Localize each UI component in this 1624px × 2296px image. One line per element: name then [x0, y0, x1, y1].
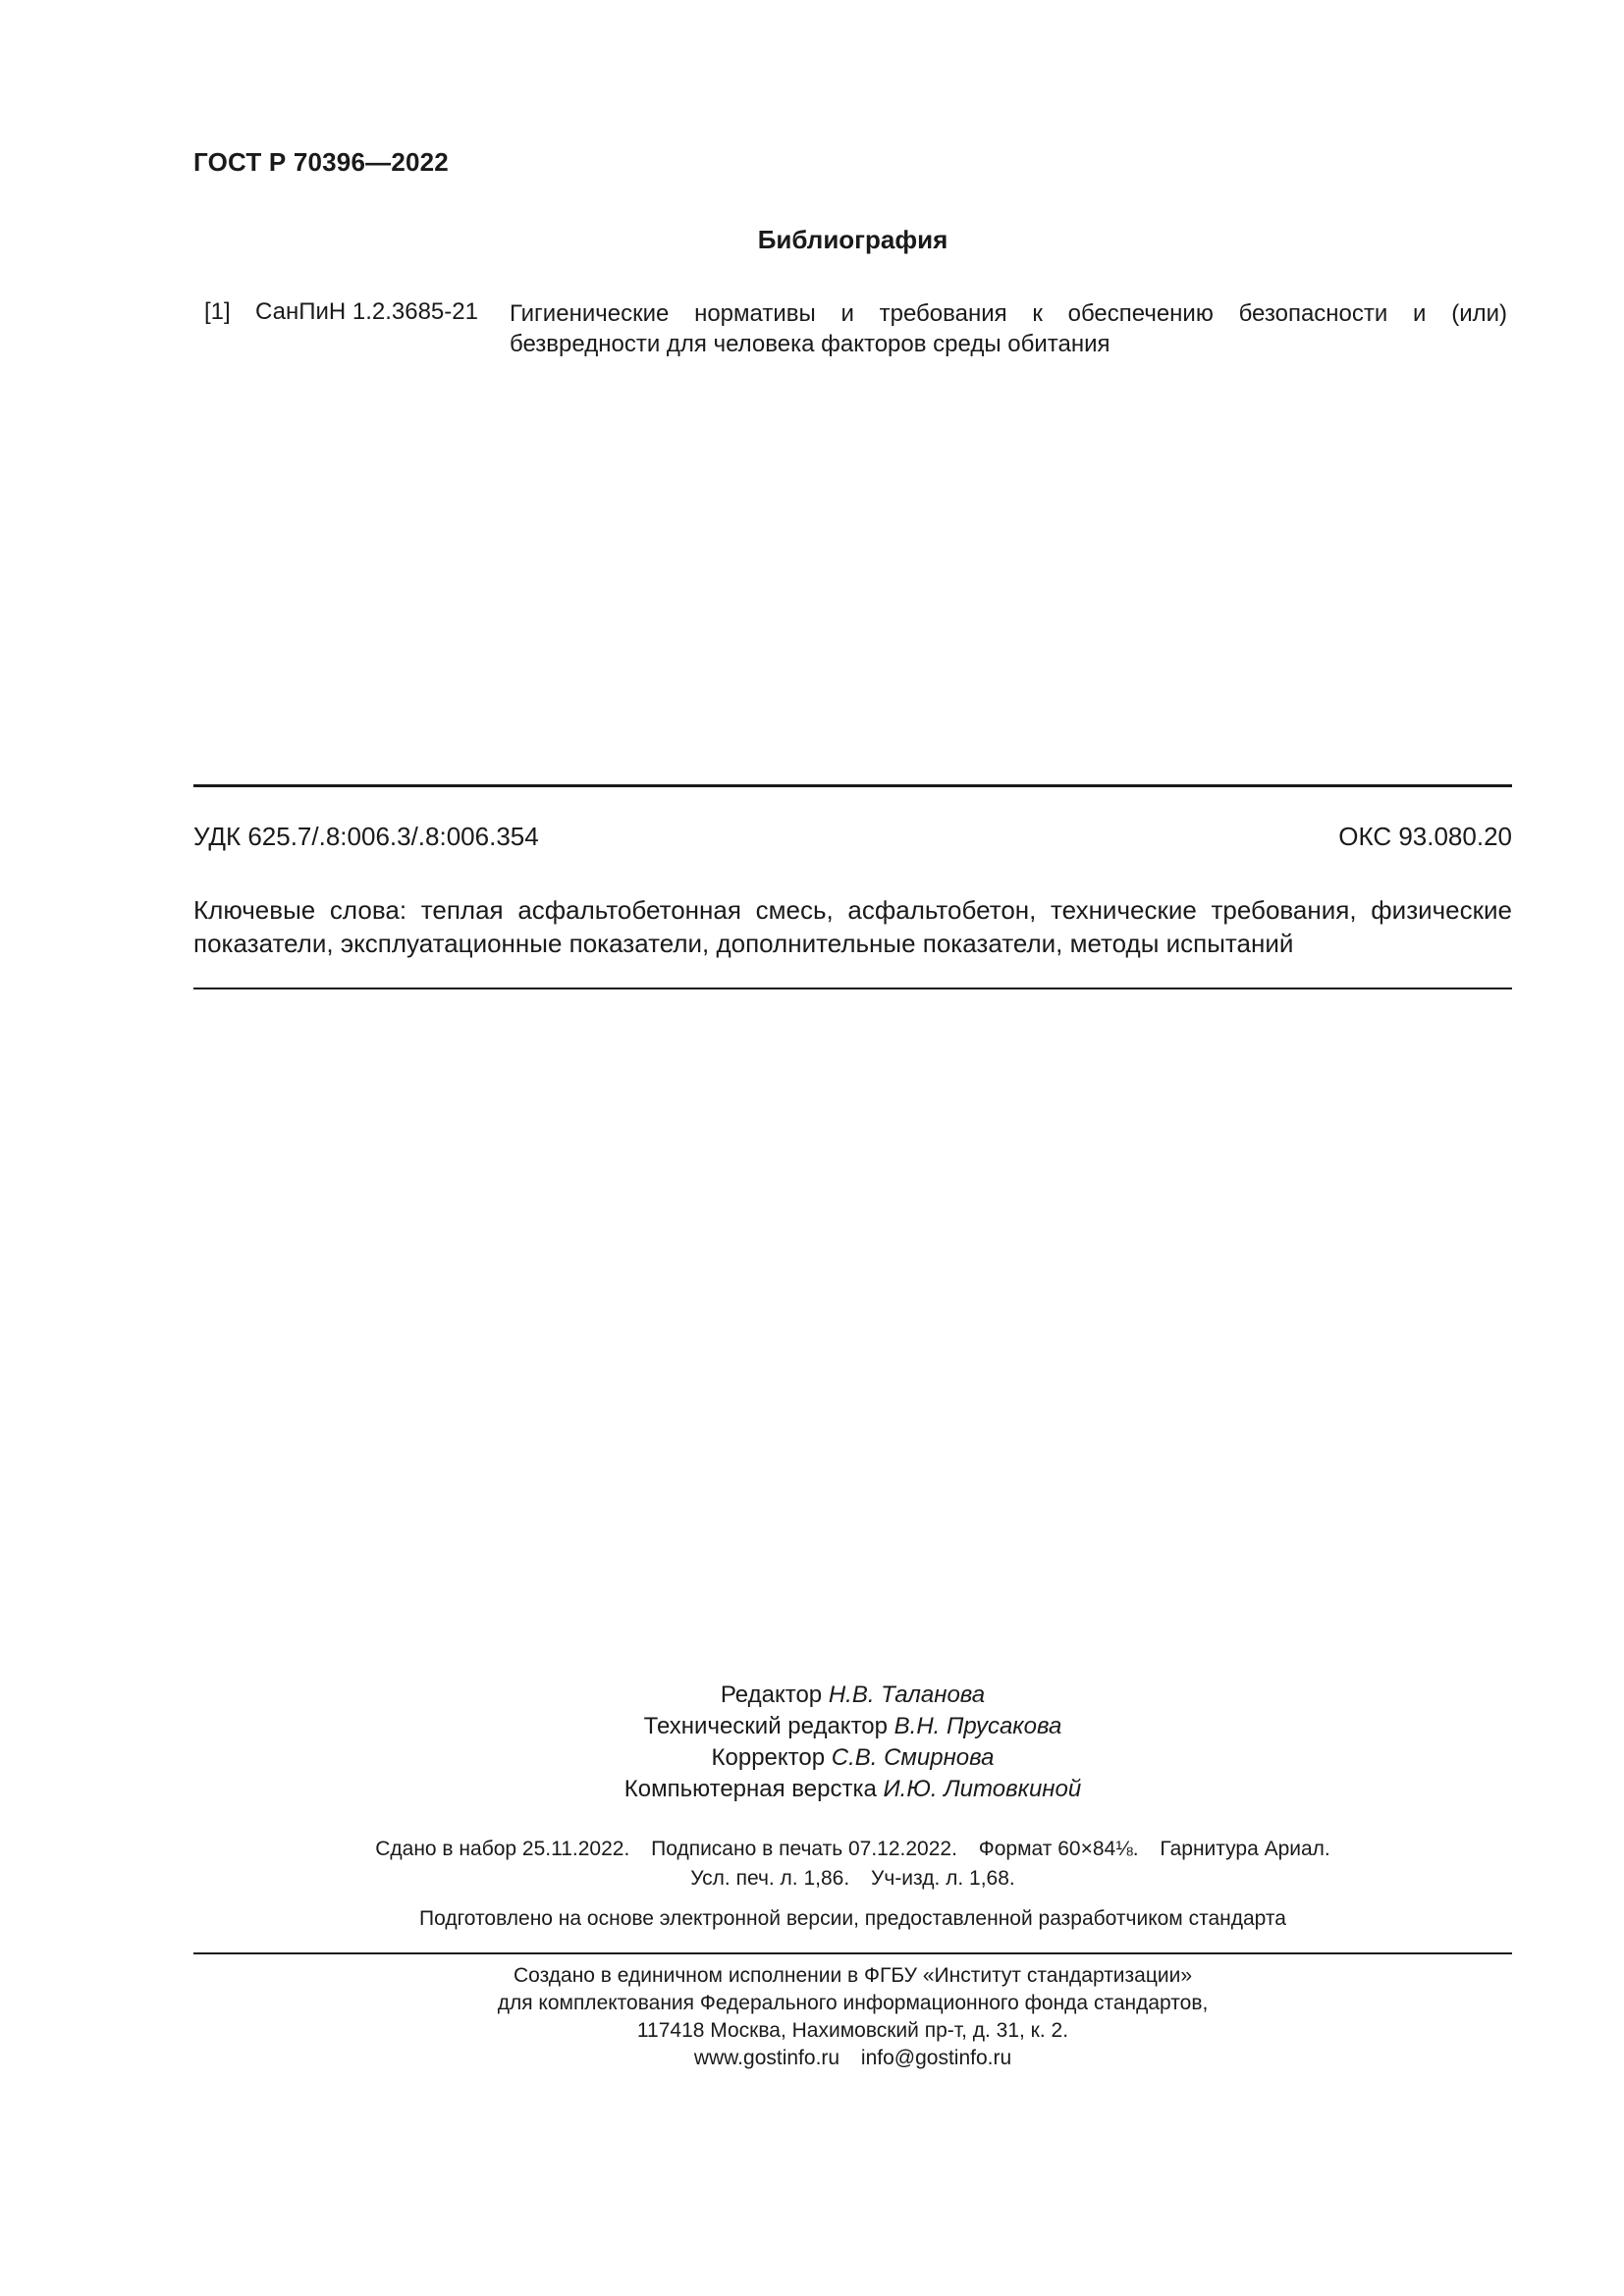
imprint-format: Формат 60×84⅛.: [978, 1838, 1139, 1860]
publisher-block: [193, 1962, 1512, 2072]
credits-block: [193, 1680, 1512, 1805]
credit-line: [193, 1680, 1512, 1711]
imprint-line-1: [193, 1835, 1512, 1864]
credit-name: Н.В. Таланова: [828, 1682, 986, 1708]
reference-text: Гигиенические нормативы и требования к обеспечению безопасности и (или) безвредности для человека факторов среды обитания: [510, 300, 1507, 357]
publisher-line-1: Создано в единичном исполнении в ФГБУ «Институт стандартизации»: [513, 1964, 1193, 1987]
keywords: Ключевые слова: теплая асфальтобетонная смесь, асфальтобетон, технические требования, физические показатели, эксплуатационные показатели, дополнительные показатели, методы испытаний: [193, 895, 1512, 958]
publisher-line-3: 117418 Москва, Нахимовский пр-т, д. 31, к. 2.: [636, 2019, 1069, 2042]
imprint-line-2: [193, 1864, 1512, 1894]
credit-line: [193, 1742, 1512, 1774]
credit-role: Технический редактор: [643, 1713, 888, 1739]
publisher-website-link[interactable]: www.gostinfo.ru: [693, 2047, 840, 2069]
udk-code: УДК 625.7/.8:006.3/.8:006.354: [193, 822, 539, 851]
imprint-signed: Подписано в печать 07.12.2022.: [651, 1838, 957, 1860]
divider-publisher: [193, 1952, 1512, 1954]
bibliography-title: Библиография: [757, 225, 948, 254]
reference-number: [1]: [204, 298, 231, 325]
prepared-note: Подготовлено на основе электронной версии, предоставленной разработчиком стандарта: [419, 1907, 1286, 1930]
credit-line: [193, 1711, 1512, 1742]
credit-role: Редактор: [720, 1682, 823, 1708]
standard-code: ГОСТ Р 70396—2022: [193, 147, 449, 177]
credit-role: Корректор: [711, 1744, 826, 1771]
publisher-email-link[interactable]: info@gostinfo.ru: [860, 2047, 1012, 2069]
imprint-print-sheets: Усл. печ. л. 1,86.: [690, 1867, 850, 1890]
credit-name: С.В. Смирнова: [831, 1744, 995, 1771]
divider-top: [193, 784, 1512, 787]
imprint-block: [193, 1835, 1512, 1894]
imprint-edu-sheets: Уч-изд. л. 1,68.: [871, 1867, 1015, 1890]
imprint-typeface: Гарнитура Ариал.: [1160, 1838, 1330, 1860]
publisher-contacts: [193, 2045, 1512, 2072]
reference-code: СанПиН 1.2.3685-21: [255, 298, 478, 325]
credit-line: [193, 1774, 1512, 1805]
publisher-line-2: для комплектования Федерального информационного фонда стандартов,: [497, 1992, 1209, 2014]
oks-code: ОКС 93.080.20: [1338, 822, 1512, 851]
credit-role: Компьютерная верстка: [623, 1776, 877, 1802]
imprint-typeset: Сдано в набор 25.11.2022.: [375, 1838, 630, 1860]
credit-name: В.Н. Прусакова: [893, 1713, 1062, 1739]
divider-keywords: [193, 988, 1512, 989]
credit-name: И.Ю. Литовкиной: [883, 1776, 1082, 1802]
